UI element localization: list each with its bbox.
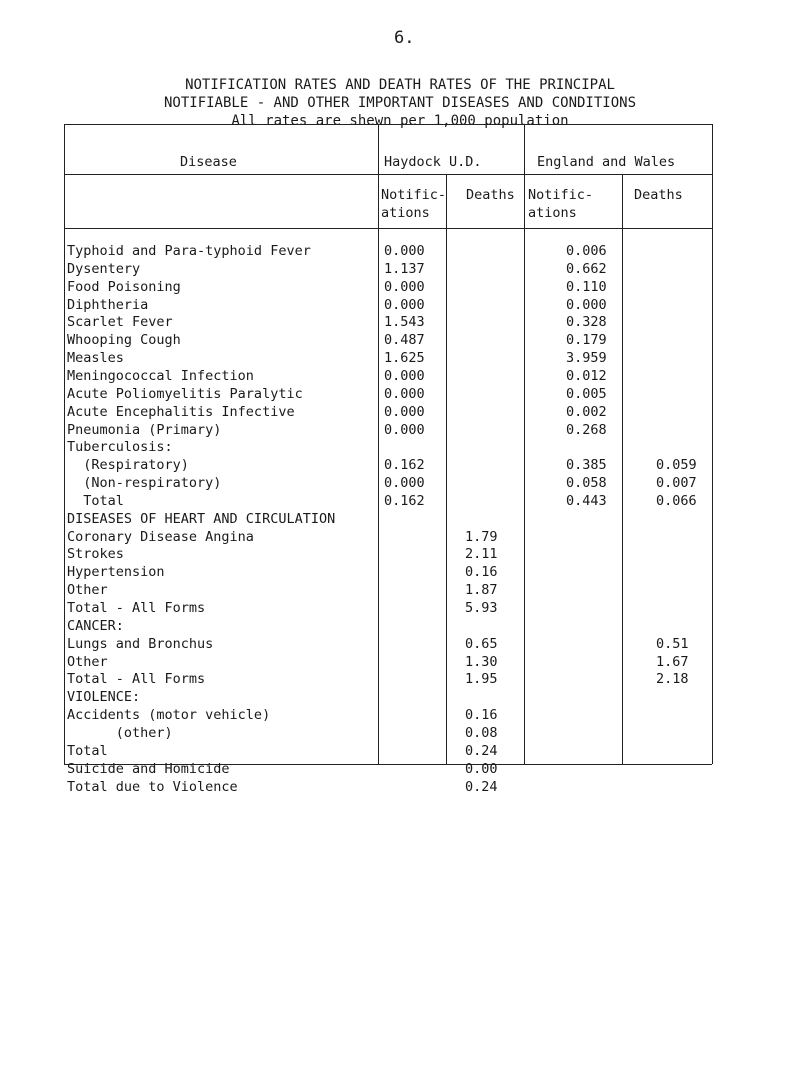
haydock-notifications-value: 0.000 [384, 385, 425, 402]
row-label: Dysentery [67, 260, 141, 277]
table-row [0, 367, 800, 385]
row-label: Hypertension [67, 564, 165, 581]
page-title [0, 76, 800, 130]
row-label: Total due to Violence [67, 778, 238, 795]
haydock-notifications-value: 1.543 [384, 314, 425, 331]
haydock-notifications-value: 0.487 [384, 332, 425, 349]
row-label: Typhoid and Para-typhoid Fever [67, 243, 311, 259]
haydock-notifications-value: 1.625 [384, 350, 425, 367]
england-notifications-value: 0.385 [566, 457, 607, 474]
table-row [0, 456, 800, 474]
row-label: Pneumonia (Primary) [67, 421, 222, 438]
row-label: Total [67, 492, 124, 509]
row-label: Total - All Forms [67, 600, 206, 616]
england-deaths-value: 1.67 [656, 653, 689, 670]
row-label: Strokes [67, 546, 124, 563]
table-row [0, 563, 800, 581]
table-row [0, 385, 800, 403]
header-england-deaths: Deaths [634, 187, 683, 203]
row-label: Coronary Disease Angina [67, 528, 254, 545]
haydock-deaths-value: 0.08 [465, 724, 498, 741]
header-haydock-deaths: Deaths [466, 187, 515, 203]
row-label: (Respiratory) [67, 457, 189, 474]
england-deaths-value: 0.059 [656, 457, 697, 474]
table-row [0, 742, 800, 760]
row-label: (other) [67, 724, 173, 741]
england-notifications-value: 0.662 [566, 260, 607, 277]
england-notifications-value: 0.179 [566, 332, 607, 349]
header-haydock-notifications [381, 186, 446, 222]
haydock-notifications-value: 0.162 [384, 457, 425, 474]
england-notifications-value: 0.005 [566, 385, 607, 402]
table-row [0, 403, 800, 421]
table-row [0, 760, 800, 778]
england-notifications-value: 0.443 [566, 492, 607, 509]
table-row [0, 599, 800, 617]
row-label: Diphtheria [67, 296, 149, 313]
haydock-notifications-value: 0.162 [384, 492, 425, 509]
england-notifications-value: 0.110 [566, 278, 607, 295]
haydock-notifications-value: 0.000 [384, 243, 425, 259]
england-notifications-value: 0.012 [566, 367, 607, 384]
row-label: Lungs and Bronchus [67, 635, 214, 652]
england-notifications-value: 0.000 [566, 296, 607, 313]
haydock-deaths-value: 0.24 [465, 778, 498, 795]
table-mid-rule [64, 174, 712, 175]
row-label: Meningococcal Infection [67, 367, 254, 384]
haydock-deaths-value: 1.79 [465, 528, 498, 545]
header-england-notifications-line-1: Notific- [528, 187, 594, 203]
table-row [0, 331, 800, 349]
haydock-deaths-value: 0.00 [465, 760, 498, 777]
row-label: Acute Poliomyelitis Paralytic [67, 385, 303, 402]
table-row [0, 724, 800, 742]
table-row [0, 260, 800, 278]
table-row [0, 581, 800, 599]
header-haydock-notifications-line-2: ations [381, 205, 430, 221]
row-label: Scarlet Fever [67, 314, 173, 331]
haydock-deaths-value: 2.11 [465, 546, 498, 563]
england-notifications-value: 0.328 [566, 314, 607, 331]
table-row [0, 670, 800, 688]
row-label: Measles [67, 350, 124, 367]
row-label: Total - All Forms [67, 671, 206, 688]
table-row [0, 528, 800, 546]
haydock-deaths-value: 0.65 [465, 635, 498, 652]
haydock-notifications-value: 0.000 [384, 367, 425, 384]
table-row [0, 617, 800, 635]
table-row [0, 438, 800, 456]
england-deaths-value: 0.066 [656, 492, 697, 509]
table-row [0, 296, 800, 314]
row-label: Food Poisoning [67, 278, 181, 295]
row-label: Other [67, 582, 108, 599]
england-notifications-value: 3.959 [566, 350, 607, 367]
england-notifications-value: 0.002 [566, 403, 607, 420]
haydock-deaths-value: 1.30 [465, 653, 498, 670]
row-label: Tuberculosis: [67, 439, 173, 456]
haydock-notifications-value: 0.000 [384, 403, 425, 420]
header-disease: Disease [180, 154, 237, 170]
haydock-notifications-value: 0.000 [384, 421, 425, 438]
row-label: Acute Encephalitis Infective [67, 403, 295, 420]
row-label: Whooping Cough [67, 332, 181, 349]
table-row [0, 474, 800, 492]
england-notifications-value: 0.058 [566, 475, 607, 492]
row-label: DISEASES OF HEART AND CIRCULATION [67, 510, 336, 527]
row-label: (Non-respiratory) [67, 475, 222, 492]
table-row [0, 778, 800, 796]
table-row [0, 510, 800, 528]
header-bottom-rule [64, 228, 712, 229]
haydock-notifications-value: 0.000 [384, 278, 425, 295]
table-row [0, 706, 800, 724]
table-row [0, 688, 800, 706]
haydock-notifications-value: 0.000 [384, 296, 425, 313]
table-top-rule [64, 124, 712, 125]
haydock-deaths-value: 0.16 [465, 564, 498, 581]
table-row [0, 635, 800, 653]
header-haydock: Haydock U.D. [384, 154, 482, 170]
haydock-deaths-value: 5.93 [465, 600, 498, 616]
table-row [0, 653, 800, 671]
table-row [0, 242, 800, 260]
title-line-2: NOTIFIABLE - AND OTHER IMPORTANT DISEASES AND CONDITIONS [163, 95, 636, 111]
table-row [0, 545, 800, 563]
table-row [0, 278, 800, 296]
header-england: England and Wales [537, 154, 676, 170]
england-notifications-value: 0.006 [566, 243, 607, 259]
england-deaths-value: 0.007 [656, 475, 697, 492]
table-row [0, 421, 800, 439]
haydock-deaths-value: 1.95 [465, 671, 498, 688]
haydock-notifications-value: 0.000 [384, 475, 425, 492]
row-label: Accidents (motor vehicle) [67, 707, 271, 724]
england-deaths-value: 2.18 [656, 671, 689, 688]
haydock-deaths-value: 0.24 [465, 742, 498, 759]
title-line-1: NOTIFICATION RATES AND DEATH RATES OF THE PRINCIPAL [185, 77, 615, 93]
table-row [0, 492, 800, 510]
header-england-notifications [528, 186, 593, 222]
haydock-notifications-value: 1.137 [384, 260, 425, 277]
table-row [0, 349, 800, 367]
row-label: VIOLENCE: [67, 689, 141, 706]
header-haydock-notifications-line-1: Notific- [381, 187, 447, 203]
table-row [0, 313, 800, 331]
england-notifications-value: 0.268 [566, 421, 607, 438]
row-label: CANCER: [67, 617, 124, 634]
page-number: 6. [394, 28, 415, 48]
header-england-notifications-line-2: ations [528, 205, 577, 221]
haydock-deaths-value: 0.16 [465, 707, 498, 724]
england-deaths-value: 0.51 [656, 635, 689, 652]
row-label: Suicide and Homicide [67, 760, 230, 777]
title-line-3: All rates are shewn per 1,000 population [231, 113, 569, 129]
haydock-deaths-value: 1.87 [465, 582, 498, 599]
row-label: Total [67, 742, 108, 759]
row-label: Other [67, 653, 108, 670]
